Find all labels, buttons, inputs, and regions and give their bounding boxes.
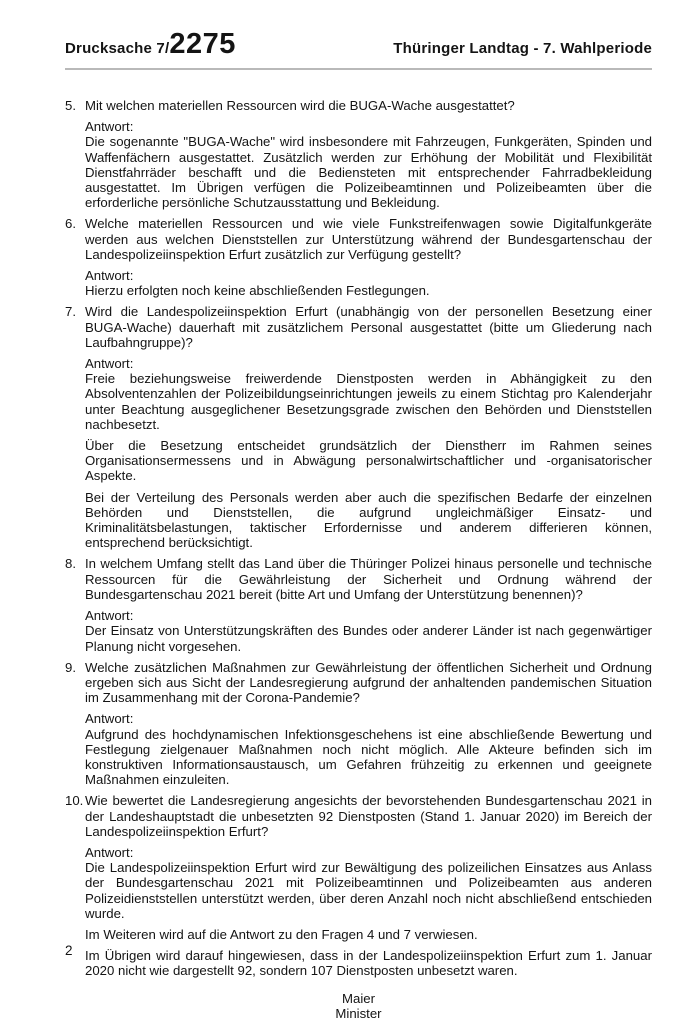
question-number: 7. — [65, 304, 76, 320]
document-id — [65, 28, 236, 61]
answer-label: Antwort: — [85, 356, 134, 372]
answer-paragraph: Die Landespolizeiinspektion Erfurt wird zur Bewältigung des polizeilichen Einsatzes aus Anlass der Bundesgartenschau 2021 mit Polizeibeamtinnen und Polizeibeamten aus anderen Polizeidienststellen unterstützt werden, über deren Anzahl noch nicht abschließend entschieden wurde. — [85, 860, 652, 921]
answer-block — [85, 608, 652, 654]
answer-paragraph: Freie beziehungsweise freiwerdende Dienstposten werden in Abhängigkeit zu den Absolventenzahlen der Polizeibildungseinrichtungen jeweils zu einem Stichtag pro Kalenderjahr unter Beachtung ausgeglichener Besetzungsgrade zwischen den Behörden und Dienststellen nachbesetzt. — [85, 371, 652, 432]
question-text: Wird die Landespolizeiinspektion Erfurt (unabhängig von der personellen Besetzung einer BUGA-Wache) dauerhaft mit zusätzlichem Personal ausgestattet (bitte um Gliederung nach Laufbahngruppe)? — [85, 304, 652, 350]
answer-block — [85, 711, 652, 787]
qa-list — [65, 98, 652, 979]
qa-item-9 — [65, 660, 652, 788]
header-divider — [65, 68, 652, 70]
answer-paragraph: Bei der Verteilung des Personals werden aber auch die spezifischen Bedarfe der einzelnen Behörden und Dienststellen, die aufgrund ungleichmäßiger Einsatz- und Kriminalitätsbelastungen, taktischer Erfordernisse und anderem differieren können, entsprechend berücksichtigt. — [85, 489, 652, 551]
signature-title: Minister — [335, 1005, 382, 1021]
answer-label: Antwort: — [85, 268, 134, 284]
answer-paragraph: Hierzu erfolgten noch keine abschließenden Festlegungen. — [85, 283, 430, 299]
qa-item-5 — [65, 98, 652, 210]
question-number: 9. — [65, 659, 76, 675]
question-text: Welche materiellen Ressourcen und wie viele Funkstreifenwagen sowie Digitalfunkgeräte werden aus welchen Dienststellen zur Unterstützung während der Bundesgartenschau der Landespolizeiinspektion Erfurt zusätzlich zur Verfügung gestellt? — [85, 216, 652, 262]
answer-paragraph: Im Übrigen wird darauf hingewiesen, dass in der Landespolizeiinspektion Erfurt zum 1. Januar 2020 nicht wie dargestellt 92, sondern 107 Dienstposten unbesetzt waren. — [85, 948, 652, 979]
answer-paragraph: Die sogenannte "BUGA-Wache" wird insbesondere mit Fahrzeugen, Funkgeräten, Spinden und Waffenfächern ausgestattet. Zusätzlich werden zur Erhöhung der Mobilität und Flexibilität Dienstfahrräder beschafft und die Bediensteten mit entsprechender Fahrradbekleidung ausgestattet. Im Übrigen verfügen die Polizeibeamtinnen und Polizeibeamten über die erforderliche persönliche Schutzausstattung und Bekleidung. — [85, 134, 652, 211]
document-number: 2275 — [169, 28, 236, 60]
question-number: 6. — [65, 216, 76, 232]
signature-name: Maier — [342, 990, 375, 1006]
document-label: Drucksache 7/ — [65, 40, 170, 57]
answer-label: Antwort: — [85, 119, 134, 135]
question-number: 10. — [65, 793, 84, 809]
answer-block — [85, 845, 652, 979]
question-number: 5. — [65, 98, 76, 113]
answer-block — [85, 356, 652, 550]
answer-paragraph: Im Weiteren wird auf die Antwort zu den Fragen 4 und 7 verwiesen. — [85, 926, 478, 942]
answer-paragraph: Über die Besetzung entscheidet grundsätzlich der Dienstherr im Rahmen seines Organisationsermessens und in Abwägung personalwirtschaftlicher und -organisatorischer Aspekte. — [85, 438, 652, 484]
parliament-title: Thüringer Landtag - 7. Wahlperiode — [393, 40, 652, 57]
question-text: In welchem Umfang stellt das Land über die Thüringer Polizei hinaus personelle und technische Ressourcen für die Gewährleistung der Sicherheit und Ordnung während der Bundesgartenschau 2021 bereit (bitte Art und Umfang der Unterstützung benennen)? — [85, 556, 652, 602]
answer-block — [85, 119, 652, 210]
answer-block — [85, 268, 652, 298]
qa-item-7 — [65, 304, 652, 550]
question-text: Wie bewertet die Landesregierung angesichts der bevorstehenden Bundesgartenschau 2021 in der Landeshauptstadt die unbesetzten 92 Dienstposten (Stand 1. Januar 2020) im Bereich der Landespolizeiinspektion Erfurt? — [85, 793, 652, 839]
answer-label: Antwort: — [85, 844, 134, 860]
qa-item-8 — [65, 556, 652, 653]
document-header — [65, 28, 652, 61]
page-number: 2 — [65, 943, 73, 958]
question-number: 8. — [65, 556, 76, 572]
signature-block — [65, 991, 652, 1021]
qa-item-10 — [65, 793, 652, 978]
answer-label: Antwort: — [85, 711, 134, 727]
answer-paragraph: Der Einsatz von Unterstützungskräften des Bundes oder anderer Länder ist nach gegenwärtiger Planung nicht vorgesehen. — [85, 623, 652, 654]
qa-item-6 — [65, 216, 652, 298]
answer-label: Antwort: — [85, 608, 134, 624]
question-text: Mit welchen materiellen Ressourcen wird die BUGA-Wache ausgestattet? — [85, 98, 515, 113]
question-text: Welche zusätzlichen Maßnahmen zur Gewährleistung der öffentlichen Sicherheit und Ordnung ergeben sich aus Sicht der Landesregierung aufgrund der anhaltenden pandemischen Situation im Zusammenhang mit der Corona-Pandemie? — [85, 659, 652, 706]
answer-paragraph: Aufgrund des hochdynamischen Infektionsgeschehens ist eine abschließende Bewertung und Festlegung zielgenauer Maßnahmen noch nicht möglich. Alle Akteure befinden sich im konstruktiven Informationsaustausch, um Gefahren frühzeitig zu erkennen und geeignete Maßnahmen einzuleiten. — [85, 726, 652, 788]
